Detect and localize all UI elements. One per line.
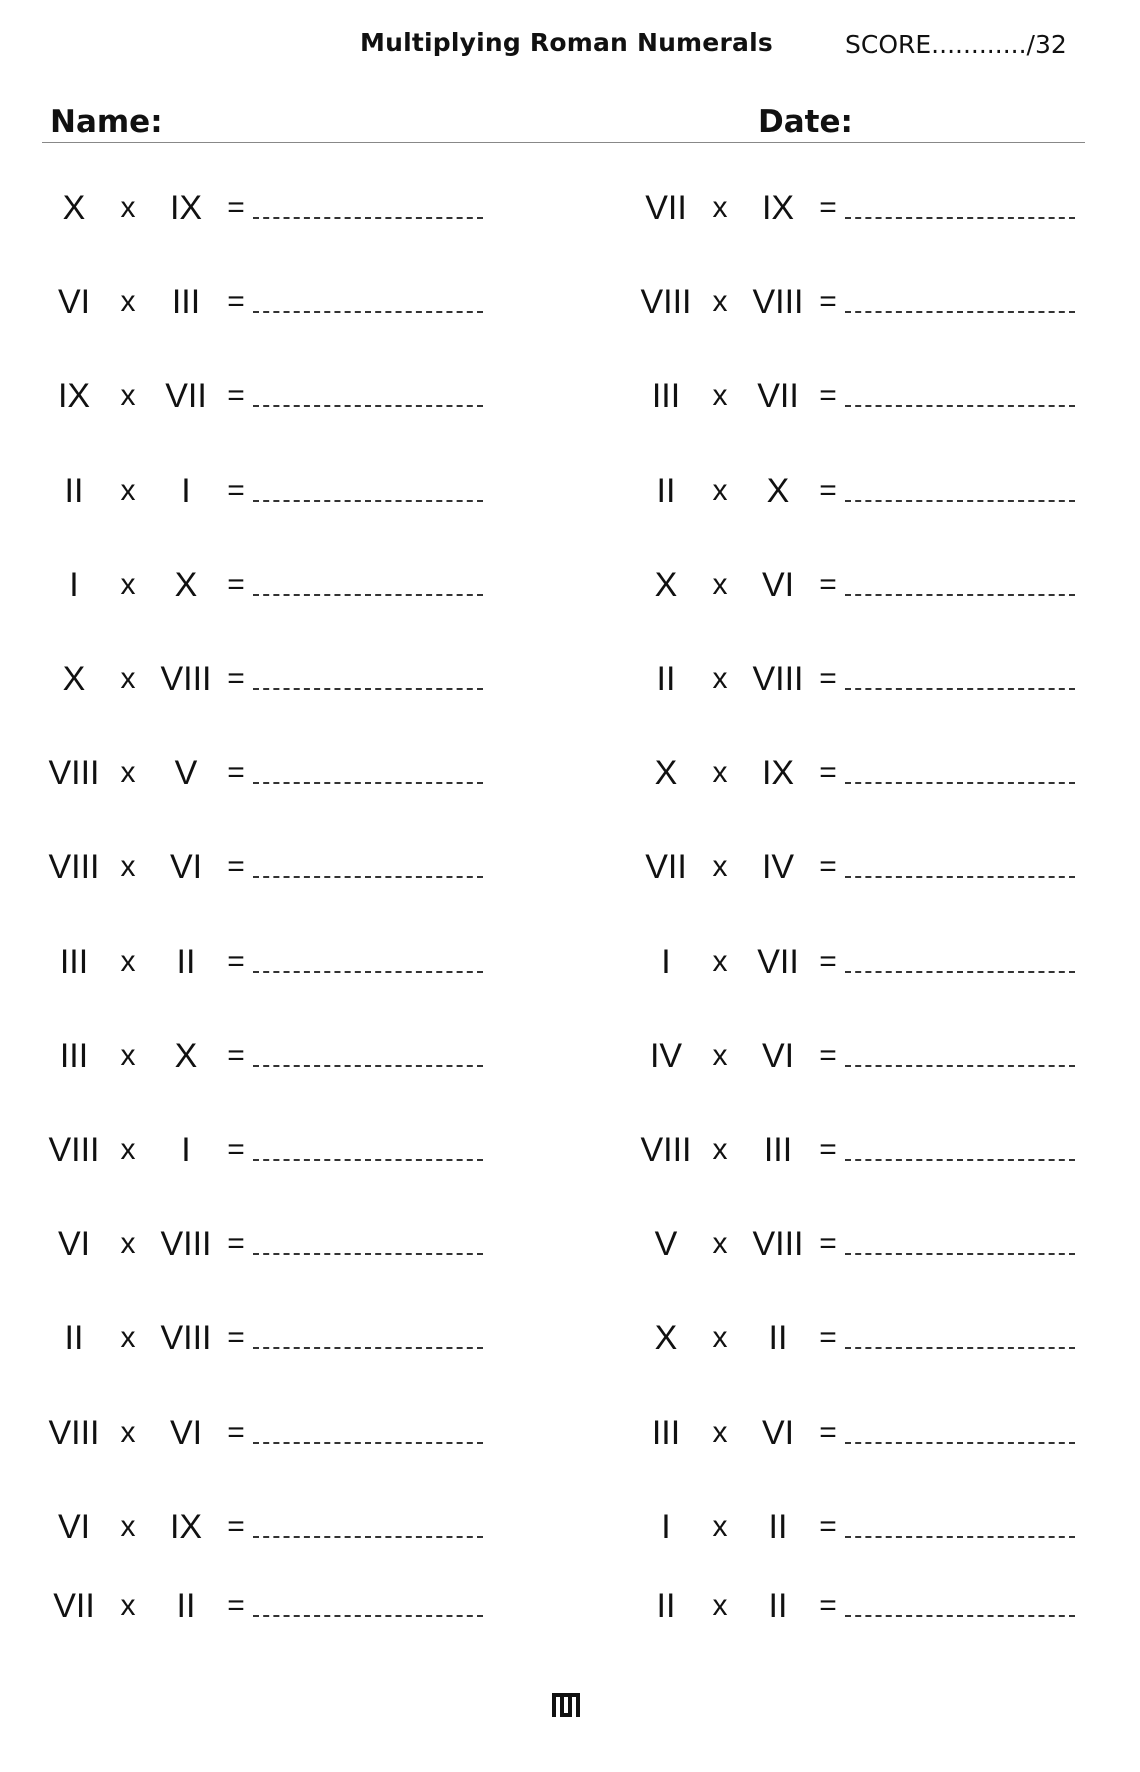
problem-row <box>38 188 488 228</box>
operand-a: II <box>656 660 676 698</box>
equals-sign: = <box>819 285 837 318</box>
multiply-sign: x <box>120 662 136 695</box>
answer-blank[interactable] <box>845 1536 1075 1538</box>
operand-a: VIII <box>640 283 692 321</box>
problem-row <box>38 1413 488 1453</box>
answer-blank[interactable] <box>253 876 483 878</box>
problem-row <box>630 282 1080 322</box>
operand-b: III <box>171 283 201 321</box>
multiply-sign: x <box>120 191 136 224</box>
equals-sign: = <box>227 285 245 318</box>
multiply-sign: x <box>712 662 728 695</box>
problem-row <box>38 847 488 887</box>
equals-sign: = <box>227 1416 245 1449</box>
operand-a: VI <box>57 1225 91 1263</box>
operand-a: VIII <box>640 1131 692 1169</box>
answer-blank[interactable] <box>253 1159 483 1161</box>
multiply-sign: x <box>712 850 728 883</box>
problem-row <box>630 471 1080 511</box>
problem-row <box>38 1130 488 1170</box>
operand-a: VII <box>53 1587 95 1625</box>
multiply-sign: x <box>712 568 728 601</box>
operand-b: VI <box>761 566 795 604</box>
operand-a: X <box>654 566 678 604</box>
operand-b: VIII <box>160 660 212 698</box>
operand-b: II <box>768 1587 788 1625</box>
operand-b: II <box>768 1508 788 1546</box>
multiply-sign: x <box>120 1321 136 1354</box>
equals-sign: = <box>819 1416 837 1449</box>
problem-row <box>630 1224 1080 1264</box>
answer-blank[interactable] <box>253 1065 483 1067</box>
problem-row <box>38 1586 488 1626</box>
problem-row <box>38 1318 488 1358</box>
operand-a: VII <box>645 189 687 227</box>
operand-b: I <box>181 472 191 510</box>
multiply-sign: x <box>120 379 136 412</box>
answer-blank[interactable] <box>845 1159 1075 1161</box>
operand-b: VII <box>165 377 207 415</box>
problem-row <box>38 282 488 322</box>
operand-a: VIII <box>48 848 100 886</box>
multiply-sign: x <box>120 1039 136 1072</box>
operand-b: VIII <box>160 1225 212 1263</box>
operand-b: II <box>176 943 196 981</box>
operand-b: VI <box>169 1414 203 1452</box>
operand-b: X <box>174 566 198 604</box>
operand-b: IX <box>761 189 795 227</box>
equals-sign: = <box>227 756 245 789</box>
worksheet-title: Multiplying Roman Numerals <box>360 28 773 57</box>
answer-blank[interactable] <box>253 1536 483 1538</box>
operand-a: X <box>654 754 678 792</box>
operand-b: VI <box>761 1414 795 1452</box>
problem-row <box>630 942 1080 982</box>
problem-row <box>630 1130 1080 1170</box>
operand-a: IV <box>649 1037 683 1075</box>
equals-sign: = <box>227 379 245 412</box>
multiply-sign: x <box>120 1133 136 1166</box>
answer-blank[interactable] <box>845 217 1075 219</box>
equals-sign: = <box>819 945 837 978</box>
problem-row <box>630 753 1080 793</box>
operand-a: VI <box>57 283 91 321</box>
answer-blank[interactable] <box>253 971 483 973</box>
score-field: SCORE............/32 <box>845 30 1067 59</box>
operand-b: I <box>181 1131 191 1169</box>
answer-blank[interactable] <box>253 782 483 784</box>
operand-b: VI <box>169 848 203 886</box>
operand-b: X <box>174 1037 198 1075</box>
answer-blank[interactable] <box>845 688 1075 690</box>
answer-blank[interactable] <box>845 971 1075 973</box>
multiply-sign: x <box>120 756 136 789</box>
problem-row <box>630 1413 1080 1453</box>
multiply-sign: x <box>120 1227 136 1260</box>
answer-blank[interactable] <box>253 217 483 219</box>
equals-sign: = <box>819 1227 837 1260</box>
operand-a: III <box>651 377 681 415</box>
multiply-sign: x <box>712 285 728 318</box>
multiply-sign: x <box>120 850 136 883</box>
operand-b: VIII <box>752 283 804 321</box>
problem-row <box>630 565 1080 605</box>
operand-b: VIII <box>752 1225 804 1263</box>
operand-a: II <box>656 472 676 510</box>
equals-sign: = <box>227 568 245 601</box>
answer-blank[interactable] <box>845 594 1075 596</box>
problem-row <box>38 1507 488 1547</box>
equals-sign: = <box>819 662 837 695</box>
answer-blank[interactable] <box>845 1065 1075 1067</box>
problem-row <box>630 376 1080 416</box>
operand-a: I <box>661 1508 671 1546</box>
date-label: Date: <box>758 104 853 140</box>
operand-b: VIII <box>752 660 804 698</box>
problem-row <box>38 1224 488 1264</box>
answer-blank[interactable] <box>253 1253 483 1255</box>
operand-a: X <box>62 189 86 227</box>
multiply-sign: x <box>712 756 728 789</box>
multiply-sign: x <box>712 945 728 978</box>
problem-row <box>630 847 1080 887</box>
multiply-sign: x <box>712 1133 728 1166</box>
operand-a: VIII <box>48 754 100 792</box>
equals-sign: = <box>227 1039 245 1072</box>
answer-blank[interactable] <box>845 405 1075 407</box>
problem-row <box>38 565 488 605</box>
operand-a: III <box>59 1037 89 1075</box>
equals-sign: = <box>227 1133 245 1166</box>
operand-a: IX <box>57 377 91 415</box>
operand-b: IV <box>761 848 795 886</box>
multiply-sign: x <box>712 1589 728 1622</box>
answer-blank[interactable] <box>253 594 483 596</box>
equals-sign: = <box>819 1589 837 1622</box>
problem-row <box>630 1507 1080 1547</box>
operand-b: V <box>174 754 198 792</box>
answer-blank[interactable] <box>253 311 483 313</box>
equals-sign: = <box>227 662 245 695</box>
answer-blank[interactable] <box>253 1347 483 1349</box>
operand-a: VIII <box>48 1414 100 1452</box>
multiply-sign: x <box>712 1227 728 1260</box>
multiply-sign: x <box>712 1510 728 1543</box>
problem-row <box>38 1036 488 1076</box>
multiply-sign: x <box>120 1416 136 1449</box>
multiply-sign: x <box>120 474 136 507</box>
multiply-sign: x <box>120 285 136 318</box>
answer-blank[interactable] <box>845 1615 1075 1617</box>
equals-sign: = <box>227 1589 245 1622</box>
operand-a: III <box>651 1414 681 1452</box>
answer-blank[interactable] <box>253 1615 483 1617</box>
answer-blank[interactable] <box>845 311 1075 313</box>
answer-blank[interactable] <box>253 405 483 407</box>
operand-a: VIII <box>48 1131 100 1169</box>
answer-blank[interactable] <box>845 1442 1075 1444</box>
operand-a: X <box>62 660 86 698</box>
multiply-sign: x <box>712 1321 728 1354</box>
operand-a: II <box>656 1587 676 1625</box>
operand-a: II <box>64 1319 84 1357</box>
equals-sign: = <box>227 850 245 883</box>
answer-blank[interactable] <box>845 500 1075 502</box>
equals-sign: = <box>819 1321 837 1354</box>
operand-b: II <box>768 1319 788 1357</box>
problem-row <box>630 1586 1080 1626</box>
equals-sign: = <box>819 379 837 412</box>
equals-sign: = <box>227 191 245 224</box>
multiply-sign: x <box>712 379 728 412</box>
name-label: Name: <box>50 104 163 140</box>
operand-b: X <box>766 472 790 510</box>
answer-blank[interactable] <box>845 876 1075 878</box>
equals-sign: = <box>227 1321 245 1354</box>
answer-blank[interactable] <box>845 1347 1075 1349</box>
multiply-sign: x <box>712 474 728 507</box>
problem-row <box>38 753 488 793</box>
multiply-sign: x <box>120 1510 136 1543</box>
multiply-sign: x <box>120 568 136 601</box>
operand-b: IX <box>169 1508 203 1546</box>
problem-row <box>630 188 1080 228</box>
answer-blank[interactable] <box>253 500 483 502</box>
operand-a: I <box>69 566 79 604</box>
operand-b: III <box>763 1131 793 1169</box>
operand-b: VI <box>761 1037 795 1075</box>
equals-sign: = <box>819 474 837 507</box>
equals-sign: = <box>819 756 837 789</box>
operand-a: VI <box>57 1508 91 1546</box>
operand-b: IX <box>761 754 795 792</box>
operand-a: II <box>64 472 84 510</box>
problem-row <box>630 1036 1080 1076</box>
operand-a: III <box>59 943 89 981</box>
multiply-sign: x <box>712 1416 728 1449</box>
equals-sign: = <box>819 191 837 224</box>
problem-row <box>38 376 488 416</box>
problem-row <box>38 659 488 699</box>
operand-a: I <box>661 943 671 981</box>
operand-a: X <box>654 1319 678 1357</box>
multiply-sign: x <box>120 1589 136 1622</box>
equals-sign: = <box>227 1510 245 1543</box>
problem-row <box>38 471 488 511</box>
equals-sign: = <box>819 850 837 883</box>
operand-a: V <box>654 1225 678 1263</box>
multiply-sign: x <box>712 191 728 224</box>
worksheet-brand-logo-icon <box>552 1692 580 1718</box>
equals-sign: = <box>227 474 245 507</box>
answer-blank[interactable] <box>253 688 483 690</box>
multiply-sign: x <box>120 945 136 978</box>
operand-b: IX <box>169 189 203 227</box>
operand-a: VII <box>645 848 687 886</box>
equals-sign: = <box>227 945 245 978</box>
multiply-sign: x <box>712 1039 728 1072</box>
problem-row <box>630 659 1080 699</box>
answer-blank[interactable] <box>845 1253 1075 1255</box>
problem-row <box>38 942 488 982</box>
equals-sign: = <box>819 1133 837 1166</box>
equals-sign: = <box>227 1227 245 1260</box>
answer-blank[interactable] <box>845 782 1075 784</box>
answer-blank[interactable] <box>253 1442 483 1444</box>
equals-sign: = <box>819 568 837 601</box>
operand-b: VIII <box>160 1319 212 1357</box>
equals-sign: = <box>819 1510 837 1543</box>
operand-b: II <box>176 1587 196 1625</box>
operand-b: VII <box>757 943 799 981</box>
operand-b: VII <box>757 377 799 415</box>
problem-row <box>630 1318 1080 1358</box>
equals-sign: = <box>819 1039 837 1072</box>
